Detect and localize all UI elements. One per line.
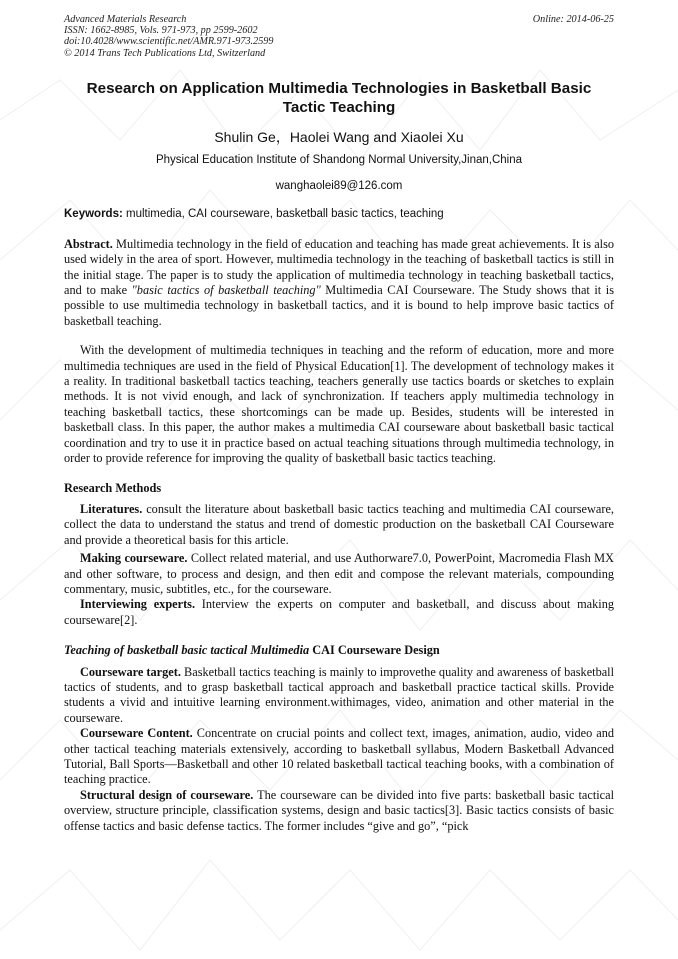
method-text: consult the literature about basketball basic tactics teaching and multimedia CAI courseware, collect the data to understand the status and trend of domestic production on the basketball CAI Courseware and provide a theoretical basis for this article. (64, 501, 614, 547)
affiliation: Physical Education Institute of Shandong Normal University,Jinan,China (155, 153, 523, 166)
online-date: Online: 2014-06-25 (532, 14, 614, 25)
method-literatures (64, 502, 614, 548)
issn: ISSN: 1662-8985, Vols. 971-973, pp 2599-2602 (64, 25, 258, 37)
copyright: © 2014 Trans Tech Publications Ltd, Switzerland (64, 47, 266, 59)
section-heading-research-methods: Research Methods (64, 480, 162, 495)
keywords-text: multimedia, CAI courseware, basketball basic tactics, teaching (122, 207, 444, 220)
method-label: Interviewing experts. (80, 597, 196, 612)
design-text: Concentrate on crucial points and collect text, images, animation, audio, video and other tactical teaching materials extensively, according to basketball syllabus, Modern Basketball Advanced Tutorial, Ball Sports—Basketball and other 10 related basketball tactical teaching books, with a combination of teaching practice. (64, 726, 615, 787)
abstract (64, 237, 614, 329)
abstract-text-2: Multimedia CAI Courseware. The Study shows that it is possible to use multimedia technology in basketball tactics, and it is bound to help improve basic tactics of basketball teaching. (64, 283, 614, 328)
method-label: Literatures. (80, 501, 143, 516)
method-text: Collect related material, and use Authorware7.0, PowerPoint, Macromedia Flash MX and other software, to process and design, and then edit and compose the relevant materials, compounding commentary, music, subtitles, etc., for the courseware. (64, 551, 614, 596)
design-courseware-content (64, 726, 614, 788)
doi: doi:10.4028/www.scientific.net/AMR.971-973.2599 (64, 36, 274, 48)
design-label: Courseware target. (80, 664, 181, 679)
abstract-label: Abstract. (64, 236, 113, 251)
design-text: The courseware can be divided into five parts: basketball basic tactical overview, structure principle, classification systems, design and basic tactics[3]. Basic tactics consists of basic offense tactics and basic defense tactics. The former includes “give and go”, “pick (64, 787, 615, 833)
design-label: Structural design of courseware. (80, 787, 254, 802)
journal-info (64, 14, 273, 59)
section-heading-design (64, 643, 614, 658)
abstract-text: Multimedia technology in the field of education and teaching has made great achievements. It is also used widely in the area of sport. However, multimedia technology in the teaching of basketball tactics is still in the initial stage. The paper is to study the application of multimedia technology in teaching basketball tactics, and to make (64, 236, 614, 298)
method-label: Making courseware. (80, 551, 188, 566)
design-text: Basketball tactics teaching is mainly to improvethe quality and awareness of basketball tactics of students, and to grasp basketball tactical approach and basketball practice tactical skills. Provide students a vivid and intuitive learning environment.withimages, video, animation and other material in the courseware. (64, 664, 615, 725)
design-heading-italic: Teaching of basketball basic tactical Multimedia (64, 643, 310, 658)
design-heading-rest: CAI Courseware Design (309, 643, 440, 658)
author-email: wanghaolei89@126.com (275, 179, 403, 192)
keywords-label: Keywords: (64, 207, 123, 220)
journal-name: Advanced Materials Research (64, 14, 187, 25)
keywords (64, 207, 614, 222)
design-courseware-target (64, 665, 614, 727)
introduction-paragraph: With the development of multimedia techniques in teaching and the reform of education, more and more multimedia techniques are used in the field of Physical Education[1]. The development of technology makes it a reality. In traditional basketball tactics teaching, teachers generally use tactics boards or sketches to explain methods. It is not vivid enough, and lack of synchronization. If teachers apply multimedia technology in teaching basketball tactics, these shortcomings can be made up. Besides, students will be interested in basketball class. In this paper, the author makes a multimedia CAI courseware about basketball basic tactical coordination and try to use it in practice based on actual teaching situations through multimedia technology, in order to provide reference for improving the quality of basketball basic tactics teaching. (64, 343, 614, 466)
header-meta (64, 14, 614, 59)
method-making-courseware (64, 551, 614, 597)
design-label: Courseware Content. (80, 726, 193, 741)
method-text: Interview the experts on computer and basketball, and discuss about making courseware[2]. (64, 597, 614, 627)
authors: Shulin Ge，Haolei Wang and Xiaolei Xu (214, 128, 464, 145)
design-structural-design (64, 788, 614, 834)
paper-title: Research on Application Multimedia Technologies in Basketball Basic Tactic Teaching (86, 79, 592, 116)
method-interviewing-experts (64, 597, 614, 628)
abstract-italic: "basic tactics of basketball teaching" (131, 283, 321, 298)
